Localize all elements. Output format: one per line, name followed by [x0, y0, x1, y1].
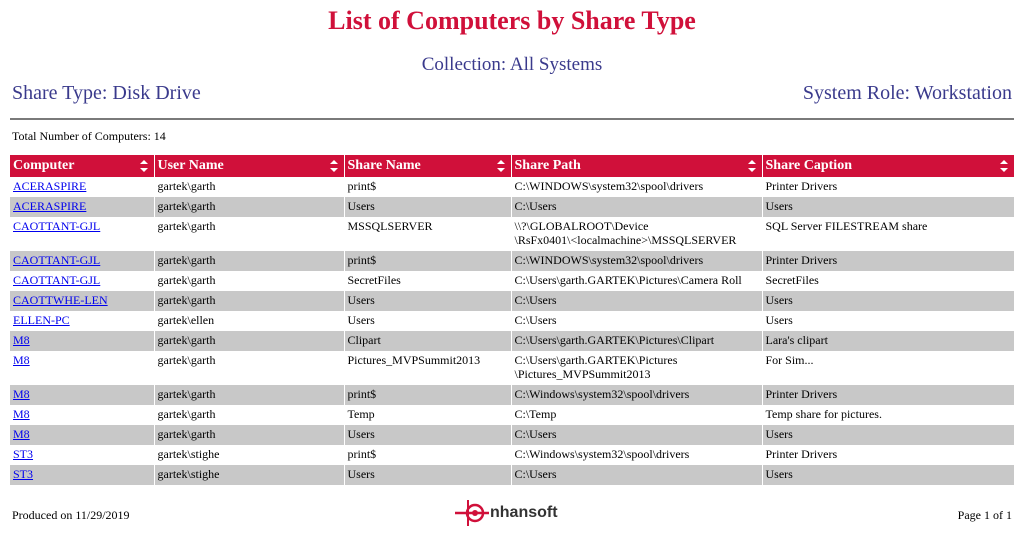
- table-row: [10, 351, 1014, 385]
- user-name-cell: gartek\garth: [154, 351, 344, 385]
- total-computers: Total Number of Computers: 14: [12, 129, 166, 143]
- sort-arrows-icon[interactable]: [138, 159, 150, 173]
- table-row: [10, 331, 1014, 351]
- column-header-share-path[interactable]: [511, 155, 762, 177]
- share-path-cell: [511, 331, 762, 351]
- computer-cell: [10, 351, 154, 385]
- user-name-cell: gartek\garth: [154, 385, 344, 405]
- share-path-cell: [511, 405, 762, 425]
- share-caption-cell: Users: [762, 197, 1014, 217]
- table-row: [10, 197, 1014, 217]
- collection-label: Collection: All Systems: [421, 54, 603, 75]
- user-name-cell: gartek\ellen: [154, 311, 344, 331]
- table-row: [10, 251, 1014, 271]
- table-row: [10, 425, 1014, 445]
- computer-cell: [10, 311, 154, 331]
- sort-arrows-icon[interactable]: [746, 159, 758, 173]
- share-caption-cell: Users: [762, 311, 1014, 331]
- share-name-cell: print$: [344, 385, 511, 405]
- computer-link[interactable]: CAOTTWHE-LEN: [13, 293, 108, 307]
- share-path-cell: [511, 351, 762, 385]
- column-header-label: User Name: [157, 158, 224, 173]
- computer-cell: [10, 177, 154, 197]
- computer-link[interactable]: CAOTTANT-GJL: [13, 273, 101, 287]
- computers-table: [10, 155, 1014, 485]
- user-name-cell: gartek\garth: [154, 251, 344, 271]
- share-name-cell: SecretFiles: [344, 271, 511, 291]
- share-path-line: C:\Users: [514, 313, 557, 327]
- page-number: Page 1 of 1: [957, 508, 1012, 522]
- user-name-cell: gartek\garth: [154, 291, 344, 311]
- computer-link[interactable]: M8: [13, 387, 30, 401]
- user-name-cell: gartek\garth: [154, 197, 344, 217]
- computer-cell: [10, 251, 154, 271]
- table-row: [10, 311, 1014, 331]
- computer-link[interactable]: ST3: [13, 447, 34, 461]
- share-caption-cell: For Sim...: [762, 351, 1014, 385]
- sort-arrows-icon[interactable]: [328, 159, 340, 173]
- share-caption-cell: Printer Drivers: [762, 177, 1014, 197]
- table-row: [10, 177, 1014, 197]
- column-header-label: Share Name: [347, 158, 421, 173]
- share-path-line: \RsFx0401\<localmachine>\MSSQLSERVER: [514, 233, 737, 247]
- share-path-line: C:\Users\garth.GARTEK\Pictures\Clipart: [514, 333, 715, 347]
- header-divider: [10, 118, 1014, 120]
- share-caption-cell: Printer Drivers: [762, 385, 1014, 405]
- table-header-row: [10, 155, 1014, 177]
- share-caption-cell: SecretFiles: [762, 271, 1014, 291]
- computer-link[interactable]: ELLEN-PC: [13, 313, 70, 327]
- computer-link[interactable]: M8: [13, 353, 30, 367]
- share-name-cell: print$: [344, 251, 511, 271]
- share-path-cell: [511, 217, 762, 251]
- share-name-cell: MSSQLSERVER: [344, 217, 511, 251]
- share-path-line: C:\Windows\system32\spool\drivers: [514, 447, 690, 461]
- share-path-line: C:\Users: [514, 467, 557, 481]
- share-path-line: C:\Users\garth.GARTEK\Pictures\Camera Roll: [514, 273, 742, 287]
- computer-cell: [10, 425, 154, 445]
- share-path-cell: [511, 311, 762, 331]
- user-name-cell: gartek\garth: [154, 177, 344, 197]
- table-row: [10, 465, 1014, 485]
- share-caption-cell: Users: [762, 425, 1014, 445]
- user-name-cell: gartek\garth: [154, 271, 344, 291]
- user-name-cell: gartek\garth: [154, 425, 344, 445]
- computer-cell: [10, 385, 154, 405]
- computer-cell: [10, 217, 154, 251]
- computer-cell: [10, 331, 154, 351]
- column-header-label: Share Path: [514, 158, 581, 173]
- computer-link[interactable]: ACERASPIRE: [13, 199, 87, 213]
- column-header-label: Share Caption: [765, 158, 852, 173]
- share-name-cell: Users: [344, 291, 511, 311]
- share-path-cell: [511, 385, 762, 405]
- share-path-line: C:\Users: [514, 427, 557, 441]
- share-path-line: C:\Users: [514, 199, 557, 213]
- table-row: [10, 217, 1014, 251]
- share-type-label: Share Type: Disk Drive: [12, 82, 201, 104]
- share-caption-cell: Lara's clipart: [762, 331, 1014, 351]
- share-name-cell: Users: [344, 311, 511, 331]
- share-path-line: C:\Temp: [514, 407, 557, 421]
- share-caption-cell: Users: [762, 291, 1014, 311]
- share-name-cell: Users: [344, 465, 511, 485]
- share-path-cell: [511, 291, 762, 311]
- share-caption-cell: Printer Drivers: [762, 445, 1014, 465]
- share-path-line: C:\WINDOWS\system32\spool\drivers: [514, 179, 704, 193]
- share-name-cell: print$: [344, 177, 511, 197]
- user-name-cell: gartek\garth: [154, 331, 344, 351]
- computer-cell: [10, 271, 154, 291]
- column-header-user-name[interactable]: [154, 155, 344, 177]
- computer-cell: [10, 291, 154, 311]
- table-row: [10, 271, 1014, 291]
- share-path-line: \Pictures_MVPSummit2013: [514, 367, 651, 381]
- table-row: [10, 385, 1014, 405]
- share-path-line: C:\Users\garth.GARTEK\Pictures: [514, 353, 678, 367]
- computer-link[interactable]: CAOTTANT-GJL: [13, 253, 101, 267]
- computer-cell: [10, 465, 154, 485]
- user-name-cell: gartek\garth: [154, 217, 344, 251]
- share-name-cell: Users: [344, 425, 511, 445]
- sort-arrows-icon[interactable]: [998, 159, 1010, 173]
- share-name-cell: print$: [344, 445, 511, 465]
- sort-arrows-icon[interactable]: [495, 159, 507, 173]
- computer-link[interactable]: ST3: [13, 467, 34, 481]
- report-title: List of Computers by Share Type: [328, 6, 696, 35]
- share-path-line: C:\Users: [514, 293, 557, 307]
- share-path-cell: [511, 445, 762, 465]
- column-header-label: Computer: [13, 158, 75, 173]
- computer-link[interactable]: CAOTTANT-GJL: [13, 219, 101, 233]
- computer-link[interactable]: M8: [13, 407, 30, 421]
- table-body: [10, 177, 1014, 485]
- table-row: [10, 291, 1014, 311]
- enhansoft-logo-icon: [455, 500, 489, 526]
- table-row: [10, 445, 1014, 465]
- enhansoft-logo: [455, 498, 558, 528]
- share-caption-cell: Printer Drivers: [762, 251, 1014, 271]
- user-name-cell: gartek\stighe: [154, 465, 344, 485]
- computer-cell: [10, 445, 154, 465]
- table-row: [10, 405, 1014, 425]
- computer-cell: [10, 405, 154, 425]
- column-header-share-caption[interactable]: [762, 155, 1014, 177]
- share-name-cell: Clipart: [344, 331, 511, 351]
- logo-text: nhansoft: [490, 504, 558, 521]
- computer-link[interactable]: ACERASPIRE: [13, 179, 87, 193]
- share-caption-cell: Temp share for pictures.: [762, 405, 1014, 425]
- share-path-cell: [511, 197, 762, 217]
- share-caption-cell: SQL Server FILESTREAM share: [762, 217, 1014, 251]
- share-path-cell: [511, 177, 762, 197]
- share-name-cell: Users: [344, 197, 511, 217]
- user-name-cell: gartek\stighe: [154, 445, 344, 465]
- column-header-share-name[interactable]: [344, 155, 511, 177]
- computer-link[interactable]: M8: [13, 333, 30, 347]
- share-path-line: C:\WINDOWS\system32\spool\drivers: [514, 253, 704, 267]
- column-header-computer[interactable]: [10, 155, 154, 177]
- share-path-line: \\?\GLOBALROOT\Device: [514, 219, 649, 233]
- share-path-cell: [511, 465, 762, 485]
- share-path-line: C:\Windows\system32\spool\drivers: [514, 387, 690, 401]
- share-path-cell: [511, 251, 762, 271]
- user-name-cell: gartek\garth: [154, 405, 344, 425]
- system-role-label: System Role: Workstation: [802, 82, 1012, 104]
- computer-cell: [10, 197, 154, 217]
- share-name-cell: Pictures_MVPSummit2013: [344, 351, 511, 385]
- share-caption-cell: Users: [762, 465, 1014, 485]
- share-path-cell: [511, 271, 762, 291]
- share-name-cell: Temp: [344, 405, 511, 425]
- share-path-cell: [511, 425, 762, 445]
- produced-date: Produced on 11/29/2019: [12, 508, 130, 522]
- computer-link[interactable]: M8: [13, 427, 30, 441]
